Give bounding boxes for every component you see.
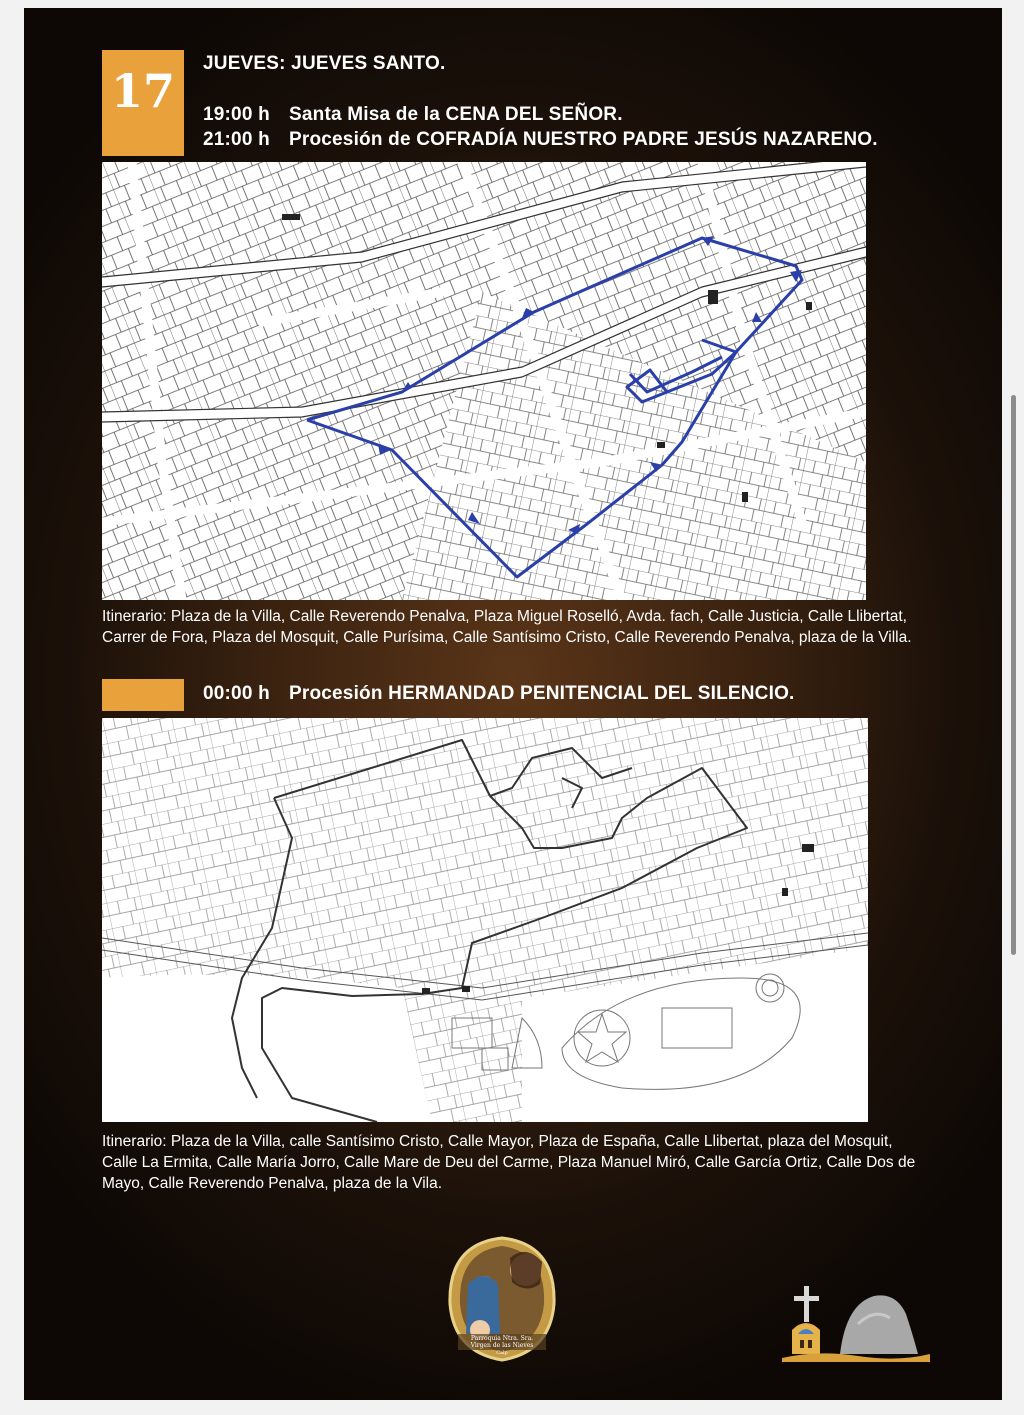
- calpe-cross-rock-icon: [778, 1284, 938, 1366]
- event-text: Procesión de COFRADÍA NUESTRO PADRE JESÚS NAZARENO.: [289, 129, 878, 150]
- event-text: Santa Misa de la CENA DEL SEÑOR.: [289, 104, 623, 125]
- event-time: 21:00 h: [203, 129, 270, 150]
- event-text: Procesión HERMANDAD PENITENCIAL DEL SILENCIO.: [289, 683, 795, 704]
- event-time: 19:00 h: [203, 104, 270, 125]
- scrollbar[interactable]: [1011, 395, 1016, 955]
- day-number-box: [102, 50, 184, 156]
- itinerary-1: Itinerario: Plaza de la Villa, Calle Reverendo Penalva, Plaza Miguel Roselló, Avda. fach, Calle Justicia, Calle Llibertat, Carrer de Fora, Plaza del Mosquit, Calle Purísima, Calle Santísimo Cristo, Calle Reverendo Penalva, plaza de la Villa.: [102, 608, 912, 646]
- program-page: [24, 8, 1002, 1400]
- event-row-3: [203, 683, 795, 705]
- event-time: 00:00 h: [203, 683, 270, 704]
- emblem-text-2: Virgen de las Nieves: [470, 1342, 534, 1349]
- route-map-1: [102, 162, 866, 600]
- route-map-2: [102, 718, 868, 1122]
- parish-emblem-icon: [440, 1234, 564, 1364]
- day-title: JUEVES: JUEVES SANTO.: [203, 53, 446, 74]
- event-row-2: [203, 129, 878, 151]
- emblem-text-3: Calp: [496, 1350, 508, 1356]
- event-row-1: [203, 104, 623, 126]
- itinerary-2: Itinerario: Plaza de la Villa, calle Santísimo Cristo, Calle Mayor, Plaza de España, Calle Llibertat, plaza del Mosquit, Calle La Ermita, Calle María Jorro, Calle Mare de Deu del Carme, Plaza Manuel Miró, Calle García Ortiz, Calle Dos de Mayo, Calle Reverendo Penalva, plaza de la Vila.: [102, 1133, 916, 1192]
- accent-bar: [102, 679, 184, 711]
- day-number: 17: [110, 64, 175, 118]
- emblem-text-1: Parroquia Ntra. Sra.: [470, 1335, 534, 1342]
